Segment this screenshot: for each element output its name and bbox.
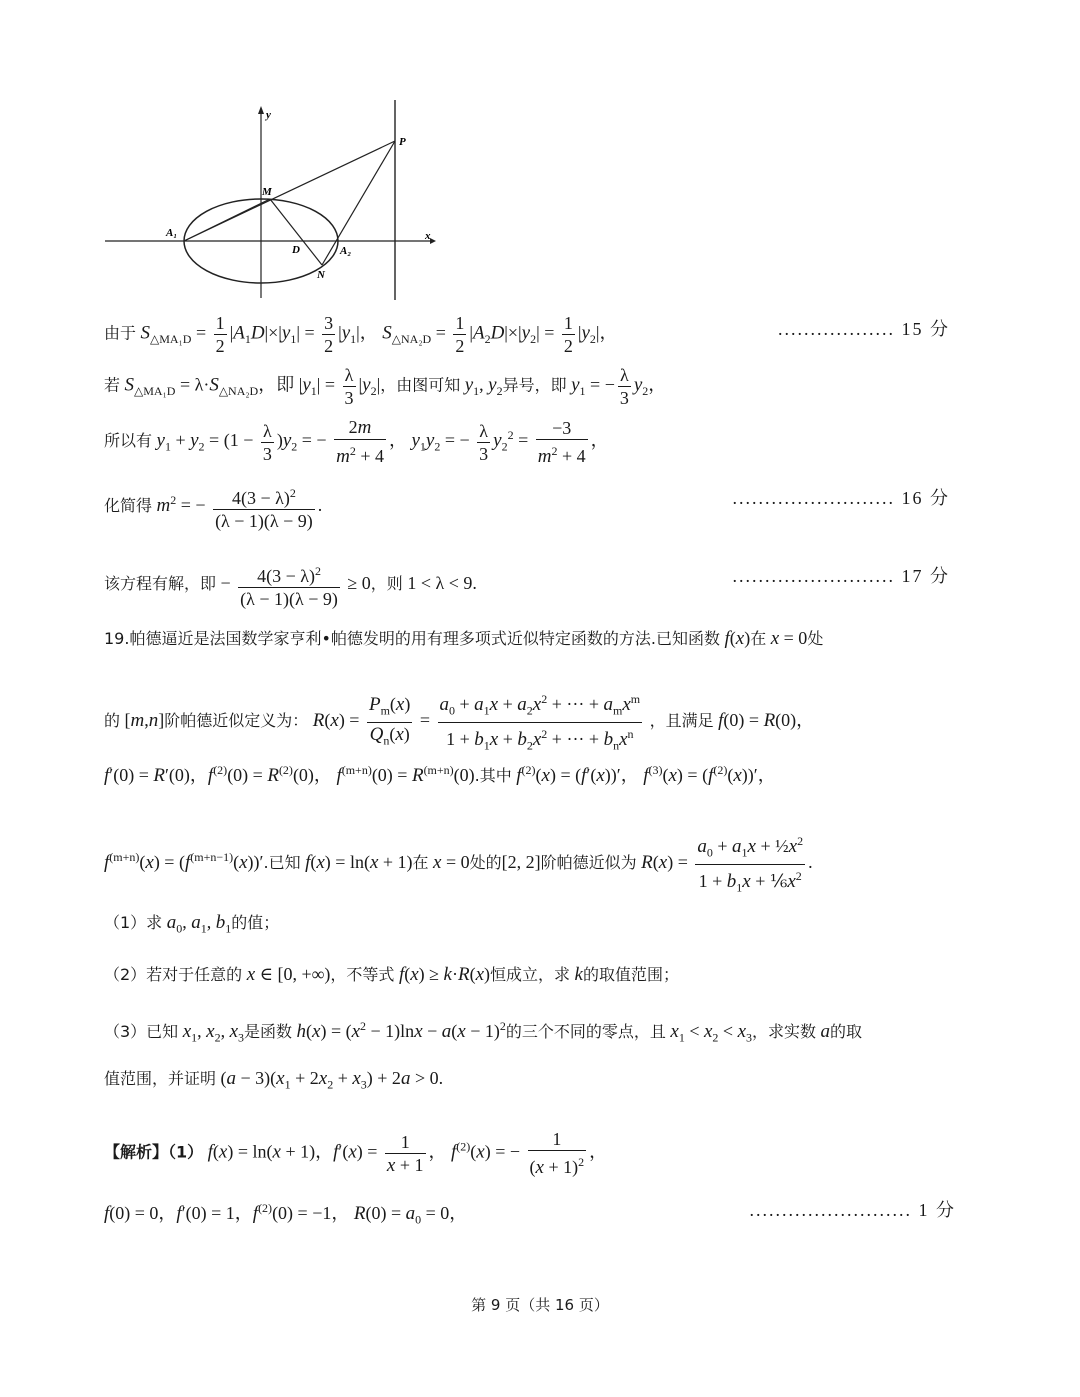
score-16: ......................... 16 分: [732, 488, 950, 508]
score-1: ......................... 1 分: [749, 1200, 956, 1220]
label-D: D: [292, 244, 300, 256]
sub-question-3: （3）已知 $x_1$, $x_2$, $x_3$是函数 $h(x) = (x^2 - 1)\ln x - a(x - 1)^2$的三个不同的零点，且 $x_1 < x_2 < x_3$，求实数 a的取: [104, 1019, 863, 1045]
label-M: M: [262, 186, 272, 198]
q19-line-3: f′(0) = R′(0)，$f^{(2)}(0) = R^{(2)}(0)$， $f^{(m+n)}(0) = R^{(m+n)}(0)$.其中 $f^{(2)}(x) = (f'(x))'$， $f^{(3)}(x) = (f^{(2)}(x))'$，: [104, 763, 776, 786]
solution-start: 【解析】（1） f(x) = ln(x + 1)，f′(x) = $\frac{1}{x + 1}$ ， $f^{(2)}(x)$ = − $\frac{1}{(x + 1)^2}$ ，: [104, 1129, 608, 1178]
q19-line-2: 的 [m,n]阶帕德近似定义为： R(x) = $\frac{P_m(x)}{Q_n(x)}$ = $\frac{a_0 + a_1x + a_2x^2 + \cdot\cdot\cdot + a_mx^m}{1 + b_1x + b_2x^2 + \cdot\cdot\cdot + b_nx^n}$ ，且满足 f(0) = R(0)，: [104, 688, 980, 756]
solution-line-4: 化简得 $m^2$ = − $\frac{4(3 - \lambda)^2}{(\lambda - 1)(\lambda - 9)}$ .: [104, 482, 980, 532]
solution-line-2: 若 $S_{\triangle MA_1D} = \lambda\cdot S_{\triangle NA_2D}$，即 $|y_1|$ = $\frac{\lambda}{3}$ $|y_2|$，由图可知 $y_1$, $y_2$异号，即 $y_1$ = − $\frac{\lambda}{3}$ $y_2$，: [104, 365, 667, 408]
score-15: .................. 15 分: [778, 319, 950, 339]
solution-line-3: 所以有 $y_1 + y_2 = (1$ − $\frac{\lambda}{3}$ )$y_2$ = − $\frac{2m}{m^2 + 4}$ ， $y_1y_2$ = − $\frac{\lambda}{3}$ $y_2^2$ = $\frac{-3}{m^2 + 4}$ ，: [104, 417, 609, 467]
label-P: P: [399, 136, 406, 148]
label-N: N: [317, 269, 325, 281]
solution-values-line: f(0) = 0，f′(0) = 1，$f^{(2)}(0) = -1$， $R(0) = a_0 = 0$，: [104, 1201, 468, 1227]
sub-question-2: （2）若对于任意的 x ∈ [0, +∞)，不等式 f(x) ≥ k·R(x)恒成立，求 k的取值范围；: [104, 964, 679, 985]
sub-question-1: （1）求 $a_0$, $a_1$, $b_1$的值；: [104, 912, 280, 936]
ellipse-figure: [100, 100, 440, 300]
label-y: y: [266, 109, 271, 121]
label-x: x: [425, 230, 431, 242]
solution-line-5: 该方程有解，即 − $\frac{4(3 - \lambda)^2}{(\lambda - 1)(\lambda - 9)}$ ≥ 0，则 1 < λ < 9.: [104, 560, 980, 610]
label-A1: A₁: [166, 227, 178, 239]
page-footer: 第 9 页（共 16 页）: [471, 1296, 609, 1314]
label-A2: A₂: [340, 245, 352, 257]
sub-question-3-cont: 值范围，并证明 $(a - 3)(x_1 + 2x_2 + x_3) + 2a > 0$.: [104, 1068, 444, 1092]
q19-line-1: 19.帕德逼近是法国数学家亨利•帕德发明的用有理多项式近似特定函数的方法.已知函数 f(x)在 x = 0处: [104, 628, 824, 649]
score-17: ......................... 17 分: [732, 566, 950, 586]
solution-line-1: 由于 $S_{\triangle MA_1D}$ = $\frac{1}{2}$ $|A_1D|\times|y_1|$ = $\frac{3}{2}$ $|y_1|$， $S_{\triangle NA_2D}$ = $\frac{1}{2}$ $|A_2D|\times|y_2|$ = $\frac{1}{2}$ $|y_2|$，: [104, 313, 618, 356]
q19-line-4: $f^{(m+n)}(x) = (f^{(m+n-1)}(x))'$.已知 f(x) = ln(x + 1)在 x = 0处的[2, 2]阶帕德近似为 R(x) = $\frac{a_0 + a_1x + \frac{1}{2}x^2}{1 + b_1x + \frac{1}{6}x^2}$ .: [104, 830, 980, 898]
